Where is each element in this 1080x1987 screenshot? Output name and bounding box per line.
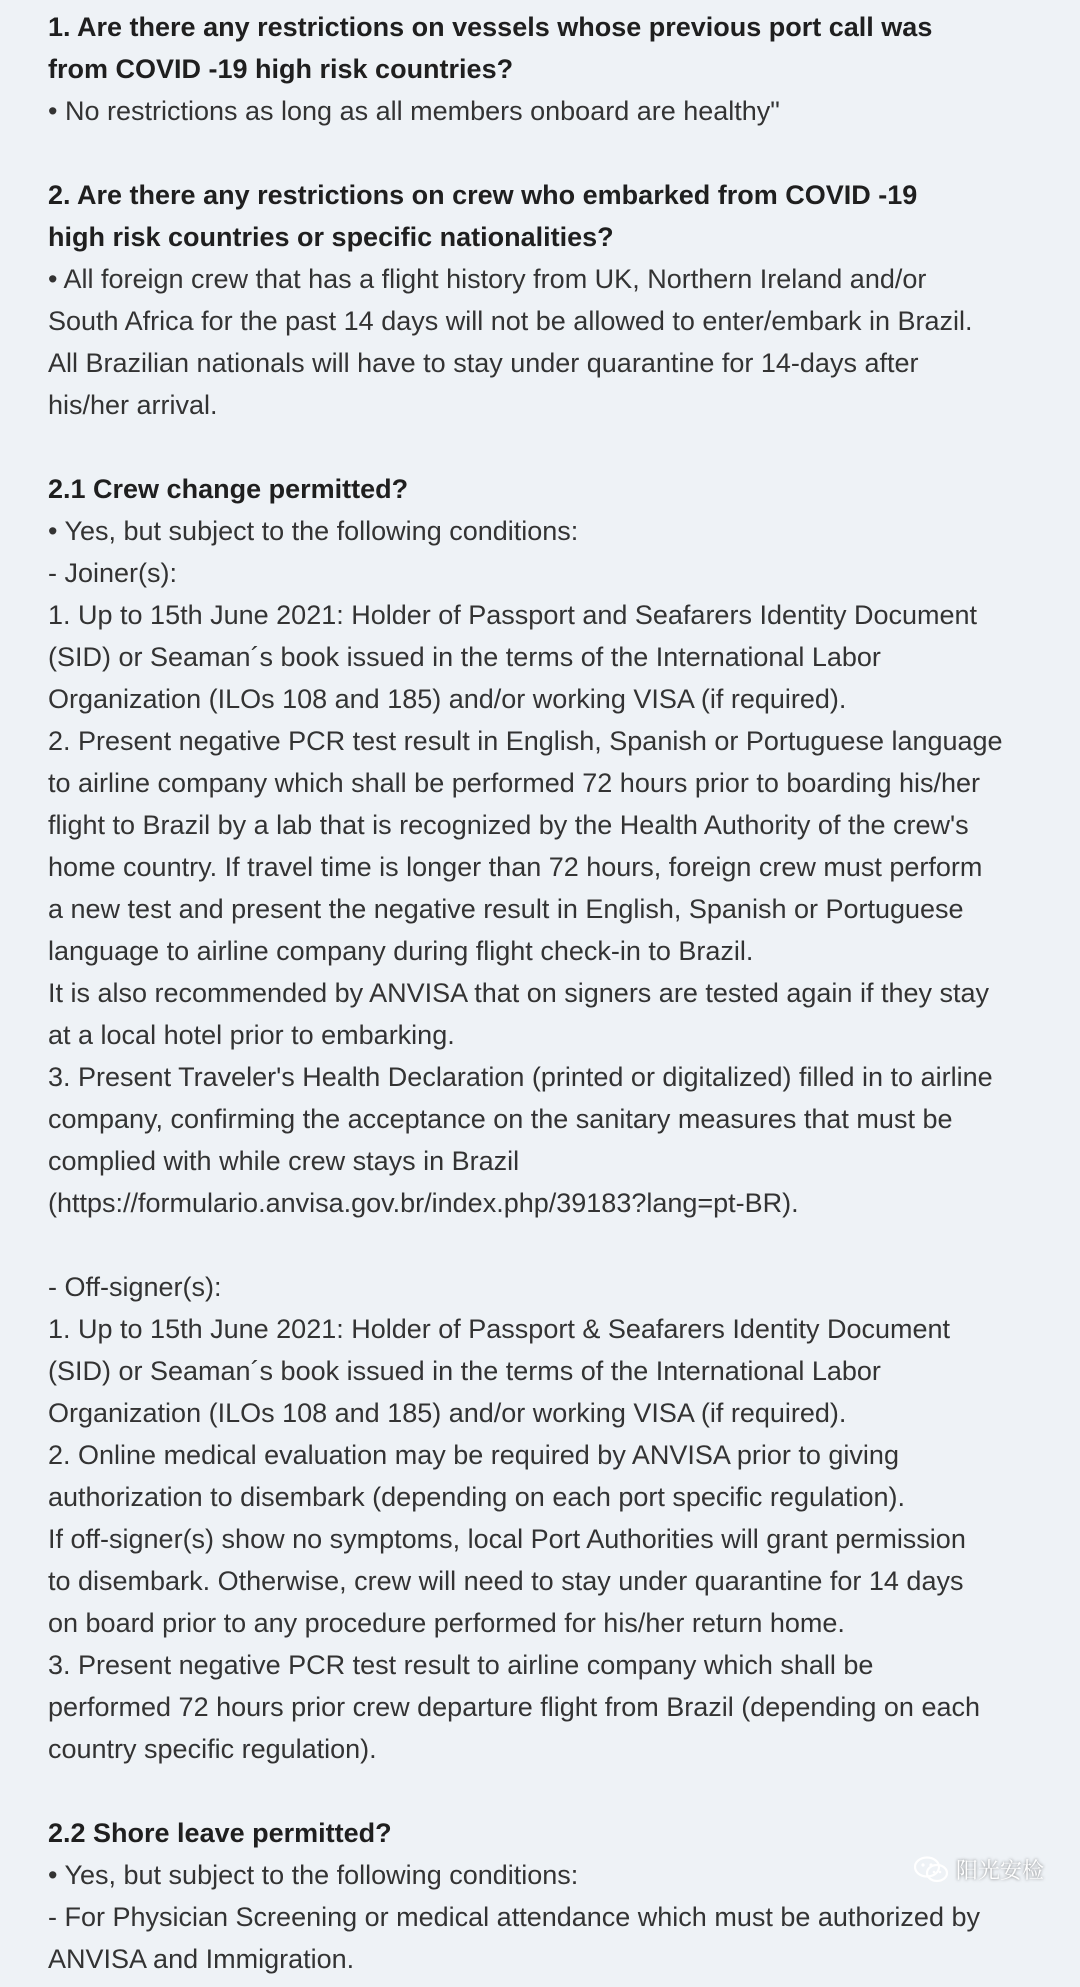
section-heading-line: high risk countries or specific nationalities? xyxy=(48,222,614,252)
body-text-line: to disembark. Otherwise, crew will need to stay under quarantine for 14 days xyxy=(48,1566,964,1596)
body-text-line: complied with while crew stays in Brazil xyxy=(48,1146,520,1176)
body-text-line: 3. Present Traveler's Health Declaration (printed or digitalized) filled in to airline xyxy=(48,1062,993,1092)
blank-line xyxy=(48,426,1048,468)
body-text-line: performed 72 hours prior crew departure flight from Brazil (depending on each xyxy=(48,1692,980,1722)
body-text-line: a new test and present the negative result in English, Spanish or Portuguese xyxy=(48,894,964,924)
section-heading-line: 1. Are there any restrictions on vessels whose previous port call was xyxy=(48,12,933,42)
body-text-line: 3. Present negative PCR test result to airline company which shall be xyxy=(48,1650,874,1680)
body-text-line: flight to Brazil by a lab that is recognized by the Health Authority of the crew's xyxy=(48,810,969,840)
body-text-line: company, confirming the acceptance on the sanitary measures that must be xyxy=(48,1104,953,1134)
body-text-line: his/her arrival. xyxy=(48,390,218,420)
body-text-line: ANVISA and Immigration. xyxy=(48,1944,355,1974)
body-text-line: - For Physician Screening or medical attendance which must be authorized by xyxy=(48,1902,980,1932)
body-text-line: (https://formulario.anvisa.gov.br/index.php/39183?lang=pt-BR). xyxy=(48,1188,799,1218)
section-heading-line: 2.2 Shore leave permitted? xyxy=(48,1818,392,1848)
body-text-line: 1. Up to 15th June 2021: Holder of Passport and Seafarers Identity Document xyxy=(48,600,978,630)
body-text-line: (SID) or Seaman´s book issued in the terms of the International Labor xyxy=(48,1356,881,1386)
body-text-line: • All foreign crew that has a flight history from UK, Northern Ireland and/or xyxy=(48,264,927,294)
blank-line xyxy=(48,1770,1048,1812)
section-heading-line: 2. Are there any restrictions on crew who embarked from COVID -19 xyxy=(48,180,918,210)
body-text-line: • No restrictions as long as all members onboard are healthy" xyxy=(48,96,780,126)
section-heading-line: from COVID -19 high risk countries? xyxy=(48,54,514,84)
body-text-line: country specific regulation). xyxy=(48,1734,377,1764)
body-text-line: All Brazilian nationals will have to stay under quarantine for 14-days after xyxy=(48,348,919,378)
body-text-line: at a local hotel prior to embarking. xyxy=(48,1020,455,1050)
watermark-text: 阳光安检 xyxy=(955,1859,1044,1884)
body-text-line: 2. Present negative PCR test result in English, Spanish or Portuguese language xyxy=(48,726,1003,756)
body-text-line: - Off-signer(s): xyxy=(48,1272,222,1302)
blank-line xyxy=(48,132,1048,174)
body-text-line: If off-signer(s) show no symptoms, local Port Authorities will grant permission xyxy=(48,1524,966,1554)
body-text-line: language to airline company during flight check-in to Brazil. xyxy=(48,936,754,966)
body-text-line: • Yes, but subject to the following conditions: xyxy=(48,516,579,546)
body-text-line: 1. Up to 15th June 2021: Holder of Passport & Seafarers Identity Document xyxy=(48,1314,951,1344)
body-text-line: Organization (ILOs 108 and 185) and/or working VISA (if required). xyxy=(48,1398,847,1428)
body-text-line: South Africa for the past 14 days will not be allowed to enter/embark in Brazil. xyxy=(48,306,973,336)
document-body xyxy=(48,6,1048,1980)
body-text-line: to airline company which shall be performed 72 hours prior to boarding his/her xyxy=(48,768,981,798)
body-text-line: authorization to disembark (depending on each port specific regulation). xyxy=(48,1482,906,1512)
body-text-line: on board prior to any procedure performed for his/her return home. xyxy=(48,1608,845,1638)
body-text-line: It is also recommended by ANVISA that on signers are tested again if they stay xyxy=(48,978,990,1008)
body-text-line: (SID) or Seaman´s book issued in the terms of the International Labor xyxy=(48,642,881,672)
body-text-line: - Joiner(s): xyxy=(48,558,178,588)
body-text-line: Organization (ILOs 108 and 185) and/or working VISA (if required). xyxy=(48,684,847,714)
blank-line xyxy=(48,1224,1048,1266)
body-text-line: home country. If travel time is longer than 72 hours, foreign crew must perform xyxy=(48,852,983,882)
body-text-line: 2. Online medical evaluation may be required by ANVISA prior to giving xyxy=(48,1440,899,1470)
body-text-line: • Yes, but subject to the following conditions: xyxy=(48,1860,579,1890)
section-heading-line: 2.1 Crew change permitted? xyxy=(48,474,409,504)
